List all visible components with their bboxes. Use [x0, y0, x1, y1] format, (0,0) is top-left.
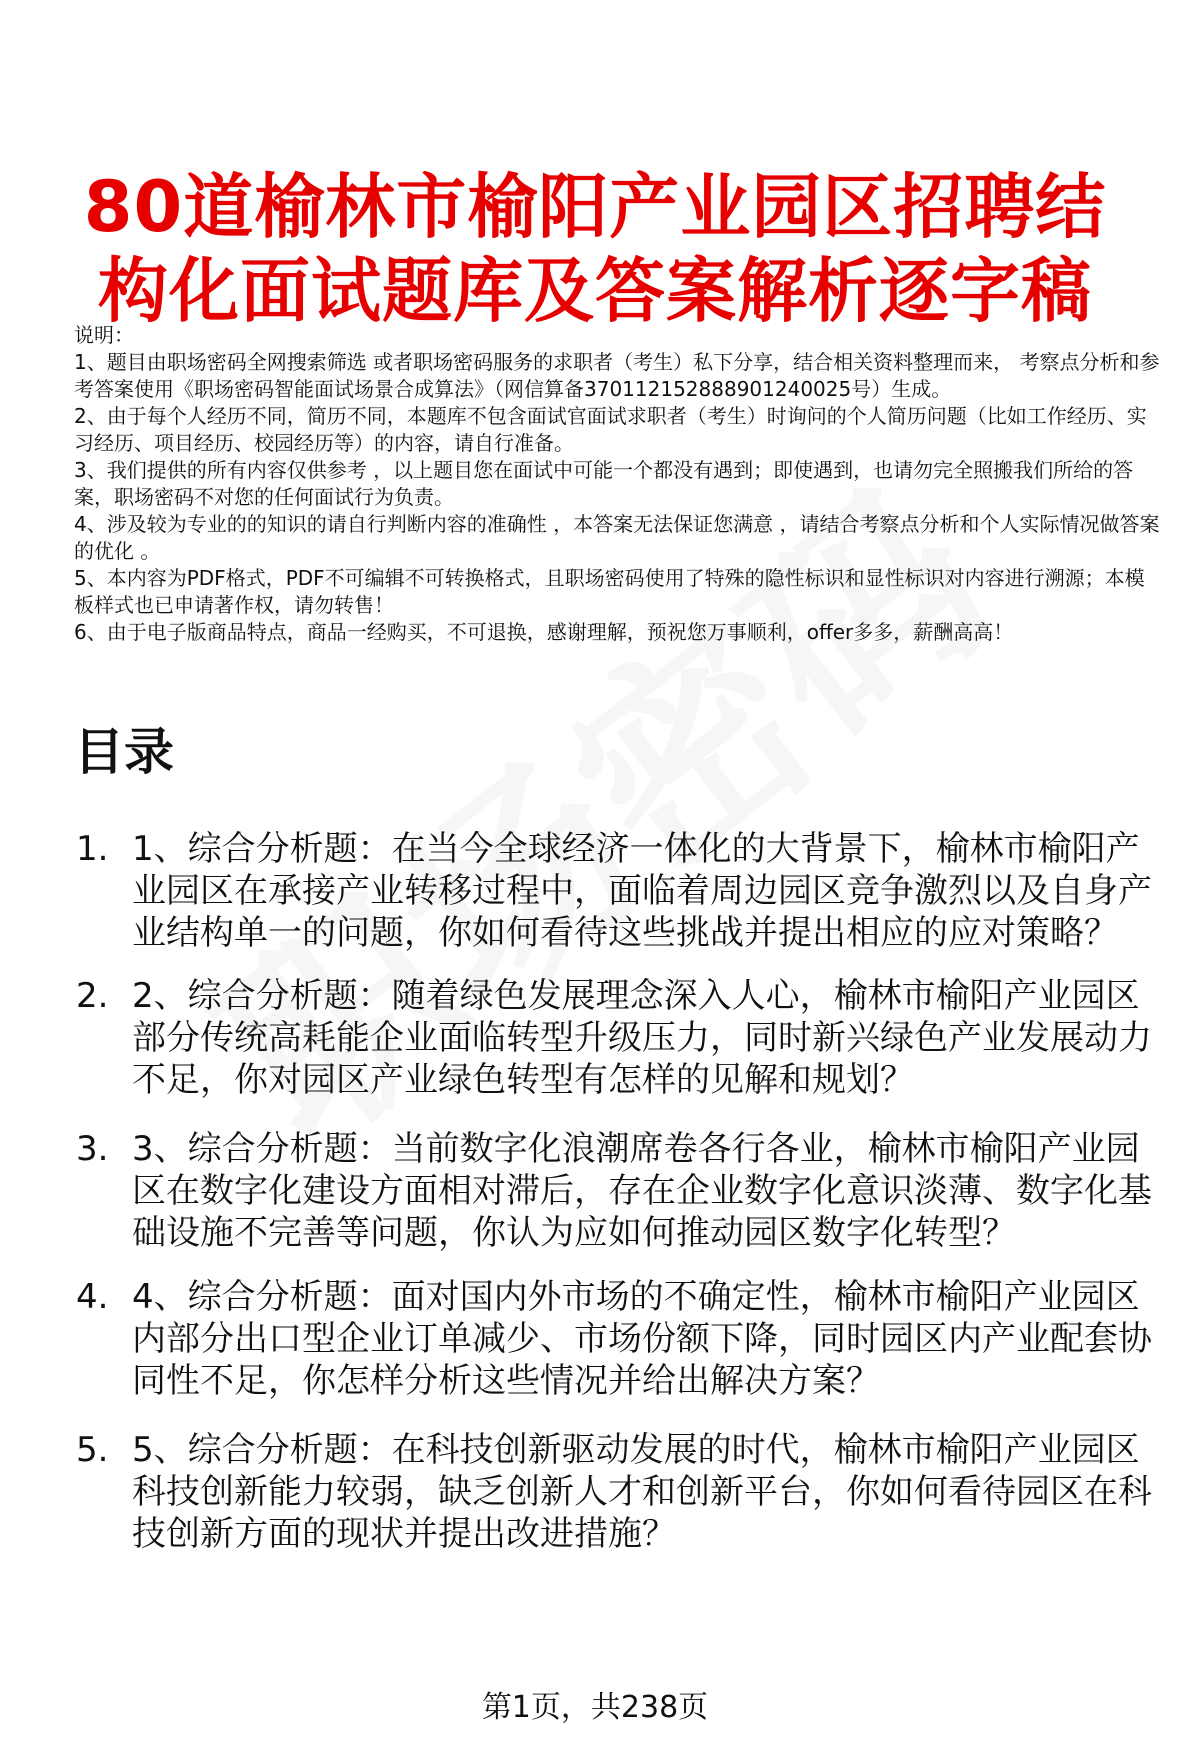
note-item: 2、由于每个人经历不同，简历不同，本题库不包含面试官面试求职者（考生）时询问的个人简历问题（比如工作经历、实习经历、项目经历、校园经历等）的内容，请自行准备。 — [74, 404, 1147, 455]
notes-heading: 说明： — [74, 323, 134, 347]
toc-item-number: 3. — [76, 1129, 109, 1169]
toc-item-number: 2. — [76, 976, 109, 1016]
note-item: 1、题目由职场密码全网搜索筛选 或者职场密码服务的求职者（考生）私下分享，结合相关资料整理而来， 考察点分析和参考答案使用《职场密码智能面试场景合成算法》（网信算备370112152888901240025号）生成。 — [74, 350, 1160, 401]
toc-item-text: 5、综合分析题：在科技创新驱动发展的时代，榆林市榆阳产业园区科技创新能力较弱，缺乏创新人才和创新平台，你如何看待园区在科技创新方面的现状并提出改进措施？ — [132, 1430, 1152, 1554]
toc-item[interactable] — [76, 1429, 1166, 1555]
toc-item[interactable] — [76, 1128, 1166, 1254]
toc-item[interactable] — [76, 1276, 1166, 1402]
toc-item-text: 1、综合分析题：在当今全球经济一体化的大背景下，榆林市榆阳产业园区在承接产业转移过程中，面临着周边园区竞争激烈以及自身产业结构单一的问题，你如何看待这些挑战并提出相应的应对策略？ — [132, 829, 1152, 953]
note-item: 4、涉及较为专业的的知识的请自行判断内容的准确性 ，本答案无法保证您满意 ，请结合考察点分析和个人实际情况做答案的优化 。 — [74, 512, 1160, 563]
page-footer: 第1页，共238页 — [481, 1690, 709, 1725]
toc-item-text: 2、综合分析题：随着绿色发展理念深入人心，榆林市榆阳产业园区部分传统高耗能企业面临转型升级压力，同时新兴绿色产业发展动力不足，你对园区产业绿色转型有怎样的见解和规划？ — [132, 976, 1152, 1100]
toc-item-number: 1. — [76, 829, 109, 869]
toc-item-number: 4. — [76, 1277, 109, 1317]
notes-section — [74, 322, 1164, 646]
note-item: 6、由于电子版商品特点，商品一经购买，不可退换，感谢理解，预祝您万事顺利，offer多多，薪酬高高！ — [74, 620, 1014, 644]
toc-list — [76, 828, 1166, 1581]
document-title: 80道榆林市榆阳产业园区招聘结构化面试题库及答案解析逐字稿 — [83, 165, 1107, 332]
toc-item-text: 3、综合分析题：当前数字化浪潮席卷各行各业，榆林市榆阳产业园区在数字化建设方面相对滞后，存在企业数字化意识淡薄、数字化基础设施不完善等问题，你认为应如何推动园区数字化转型？ — [132, 1129, 1152, 1253]
toc-item[interactable] — [76, 975, 1166, 1101]
toc-item[interactable] — [76, 828, 1166, 954]
note-item: 5、本内容为PDF格式，PDF不可编辑不可转换格式，且职场密码使用了特殊的隐性标识和显性标识对内容进行溯源；本模板样式也已申请著作权，请勿转售！ — [74, 566, 1145, 617]
toc-item-text: 4、综合分析题：面对国内外市场的不确定性，榆林市榆阳产业园区内部分出口型企业订单减少、市场份额下降，同时园区内产业配套协同性不足，你怎样分析这些情况并给出解决方案？ — [132, 1277, 1152, 1401]
note-item: 3、我们提供的所有内容仅供参考 ，以上题目您在面试中可能一个都没有遇到；即使遇到，也请勿完全照搬我们所给的答案，职场密码不对您的任何面试行为负责。 — [74, 458, 1134, 509]
toc-item-number: 5. — [76, 1430, 109, 1470]
toc-heading: 目录 — [74, 723, 174, 781]
